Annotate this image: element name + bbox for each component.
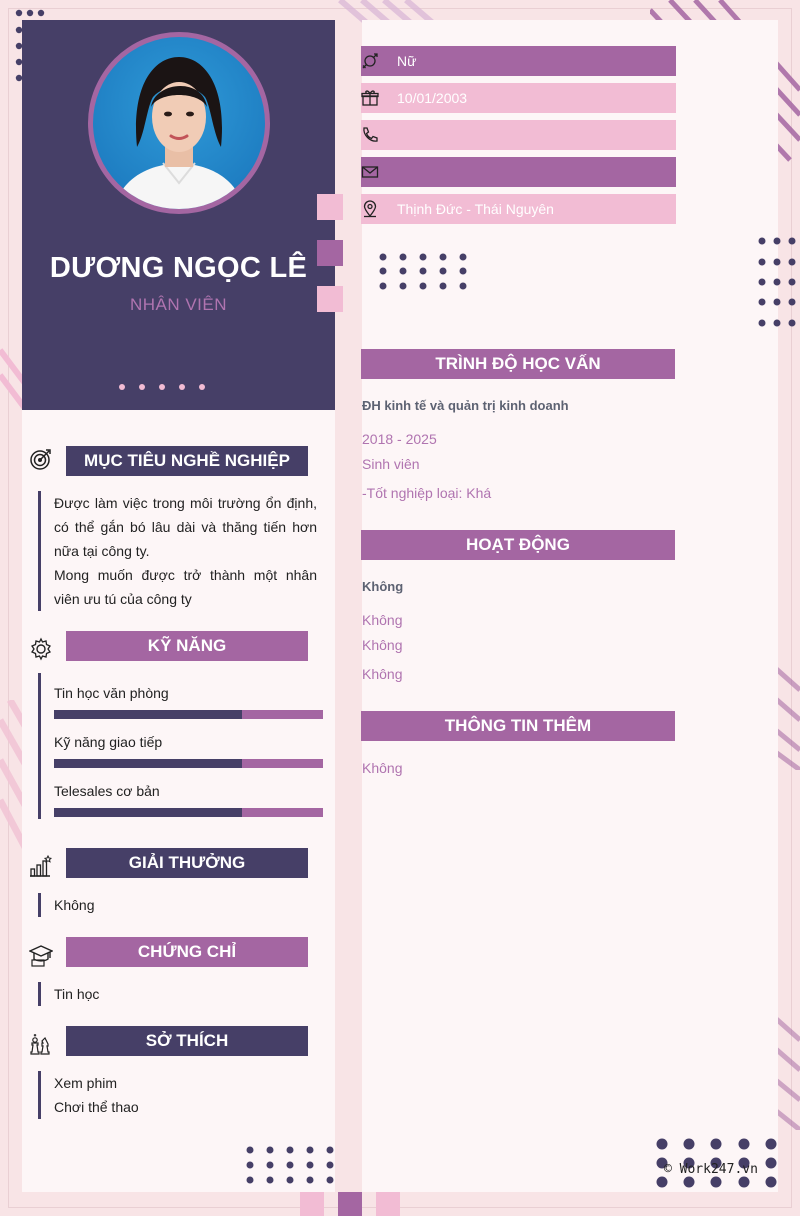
skill-meter <box>54 808 323 817</box>
education-note: -Tốt nghiệp loại: Khá <box>362 485 492 501</box>
hobby-item: Chơi thể thao <box>54 1099 139 1115</box>
skill-label: Tin học văn phòng <box>54 685 169 701</box>
trophy-chart-icon <box>28 854 52 878</box>
contact-email <box>361 157 676 187</box>
avatar <box>88 32 270 214</box>
certificates-heading: CHỨNG CHỈ <box>66 937 308 967</box>
education-major: Sinh viên <box>362 456 420 472</box>
skill-label: Telesales cơ bản <box>54 783 160 799</box>
skill-meter-fill <box>54 759 242 768</box>
mail-icon <box>361 163 379 181</box>
awards-heading: GIẢI THƯỞNG <box>66 848 308 878</box>
location-pin-icon <box>361 200 379 218</box>
extra-heading: THÔNG TIN THÊM <box>361 711 675 741</box>
skills-heading: KỸ NĂNG <box>66 631 308 661</box>
hobbies-bar <box>38 1071 41 1119</box>
skill-meter-fill <box>54 808 242 817</box>
decor-dots-right <box>752 234 800 334</box>
chess-icon <box>28 1032 52 1056</box>
graduation-cap-icon <box>29 943 53 967</box>
skill-meter-fill <box>54 710 242 719</box>
decor-square <box>317 194 343 220</box>
decor-square <box>376 1192 400 1216</box>
hobby-item: Xem phim <box>54 1075 118 1091</box>
objective-text-2: Mong muốn được trở thành một nhân viên ưu tú của công ty <box>54 567 317 607</box>
contact-birthday: 10/01/2003 <box>361 83 676 113</box>
avatar-photo <box>93 37 265 209</box>
skill-label: Kỹ năng giao tiếp <box>54 734 163 750</box>
decor-square <box>317 240 343 266</box>
skills-bar <box>38 673 41 819</box>
activities-line: Không <box>362 666 403 682</box>
candidate-title: NHÂN VIÊN <box>129 295 228 314</box>
decor-square <box>338 1192 362 1216</box>
education-school: ĐH kinh tế và quản trị kinh doanh <box>362 398 569 413</box>
hobbies-heading: SỞ THÍCH <box>66 1026 308 1056</box>
objective-text: Được làm việc trong môi trường ổn định, có thể gắn bó lâu dài và thăng tiến hơn nữa tại công ty. <box>54 495 317 559</box>
decor-square <box>317 286 343 312</box>
contact-address: Thịnh Đức - Thái Nguyên <box>361 194 676 224</box>
certificates-bar <box>38 982 41 1006</box>
awards-text: Không <box>54 897 95 913</box>
gear-icon <box>29 637 53 661</box>
activities-line: Không <box>362 637 403 653</box>
certificates-text: Tin học <box>54 986 100 1002</box>
decor-square <box>300 1192 324 1216</box>
objective-heading: MỤC TIÊU NGHỀ NGHIỆP <box>66 446 308 476</box>
phone-icon <box>361 126 379 144</box>
education-heading: TRÌNH ĐỘ HỌC VẤN <box>361 349 675 379</box>
activities-heading: HOẠT ĐỘNG <box>361 530 675 560</box>
gender-icon <box>361 52 379 70</box>
candidate-name: DƯƠNG NGỌC LÊ <box>49 252 308 284</box>
education-period: 2018 - 2025 <box>362 431 437 447</box>
activities-org: Không <box>362 579 404 594</box>
activities-line: Không <box>362 612 403 628</box>
extra-text: Không <box>362 760 403 776</box>
contact-gender: Nữ <box>361 46 676 76</box>
decor-dots-bottom-left <box>242 1142 342 1188</box>
contact-phone <box>361 120 676 150</box>
target-icon <box>29 447 53 471</box>
skill-meter <box>54 710 323 719</box>
gift-icon <box>361 89 379 107</box>
awards-bar <box>38 893 41 917</box>
copyright: © Work247.vn <box>664 1162 758 1177</box>
skill-meter <box>54 759 323 768</box>
objective-bar <box>38 491 41 611</box>
decor-dots-mid <box>376 250 476 294</box>
